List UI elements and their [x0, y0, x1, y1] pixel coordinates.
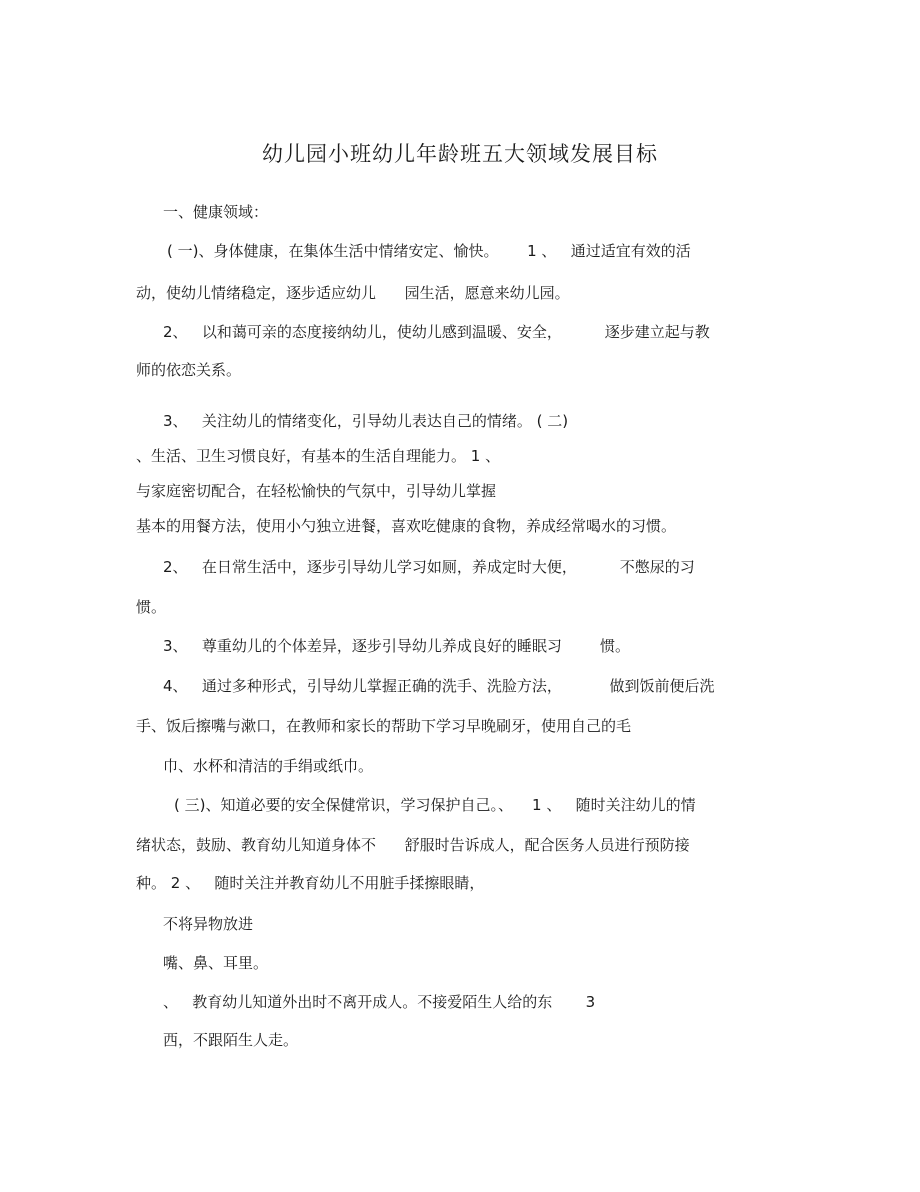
paragraph-line: 巾、水杯和清洁的手绢或纸巾。: [163, 757, 374, 775]
paragraph-line: 种。 2 、 随时关注并教育幼儿不用脏手揉擦眼睛，: [136, 874, 485, 892]
paragraph-line: 一、健康领域：: [163, 203, 269, 221]
paragraph-line: ( 三)、知道必要的安全保健常识，学习保护自己。、 1 、 随时关注幼儿的情: [174, 796, 696, 814]
paragraph-line: 3、 关注幼儿的情绪变化，引导幼儿表达自己的情绪。 ( 二): [163, 412, 569, 430]
paragraph-line: ( 一)、身体健康，在集体生活中情绪安定、愉快。 1 、 通过适宜有效的活: [167, 242, 691, 260]
paragraph-line: 动，使幼儿情绪稳定，逐步适应幼儿 园生活，愿意来幼儿园。: [136, 284, 570, 302]
paragraph-line: 3、 尊重幼儿的个体差异，逐步引导幼儿养成良好的睡眠习 惯。: [163, 637, 630, 655]
paragraph-line: 嘴、鼻、耳里。: [163, 954, 269, 972]
paragraph-line: 2、 以和蔼可亲的态度接纳幼儿，使幼儿感到温暖、安全， 逐步建立起与教: [163, 323, 710, 341]
paragraph-line: 惯。: [136, 598, 167, 616]
paragraph-line: 不将异物放进: [163, 915, 254, 933]
paragraph-line: 手、饭后擦嘴与漱口，在教师和家长的帮助下学习早晚刷牙，使用自己的毛: [136, 717, 632, 735]
paragraph-line: 基本的用餐方法，使用小勺独立进餐，喜欢吃健康的食物，养成经常喝水的习惯。: [136, 517, 677, 535]
paragraph-line: 、生活、卫生习惯良好，有基本的生活自理能力。 1 、: [136, 447, 501, 465]
paragraph-line: 2、 在日常生活中，逐步引导幼儿学习如厕，养成定时大便， 不憋尿的习: [163, 558, 695, 576]
paragraph-line: 师的依恋关系。: [136, 361, 242, 379]
paragraph-line: 绪状态，鼓励、教育幼儿知道身体不 舒服时告诉成人，配合医务人员进行预防接: [136, 836, 690, 854]
paragraph-line: 、 教育幼儿知道外出时不离开成人。不接爱陌生人给的东 3: [163, 993, 596, 1011]
paragraph-line: 西，不跟陌生人走。: [163, 1031, 299, 1049]
paragraph-line: 4、 通过多种形式，引导幼儿掌握正确的洗手、洗脸方法， 做到饭前便后洗: [163, 677, 715, 695]
document-title: 幼儿园小班幼儿年龄班五大领域发展目标: [262, 142, 658, 166]
paragraph-line: 与家庭密切配合，在轻松愉快的气氛中，引导幼儿掌握: [136, 482, 497, 500]
